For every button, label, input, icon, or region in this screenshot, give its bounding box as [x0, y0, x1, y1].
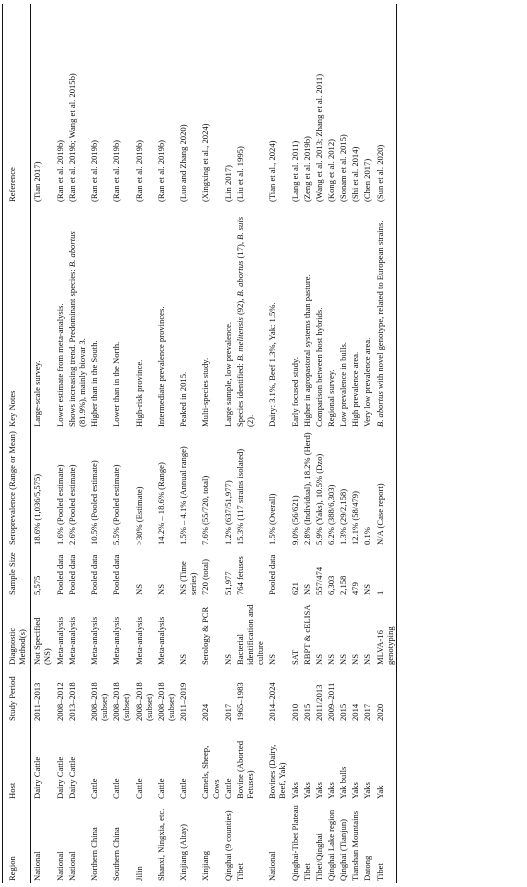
cell-seroprevalence: 2.6% (Pooled estimate) — [66, 464, 77, 545]
cell-host: Cattle — [155, 778, 166, 799]
table-row — [110, 4, 132, 883]
species-name: B. melitensis — [234, 317, 245, 362]
cell-sample-size: 557/474 — [313, 566, 324, 595]
cell-study-period: 2009–2011 — [325, 682, 336, 721]
cell-key-notes: Dairy: 3.1%, Beef 1.3%, Yak: 1.5%. — [267, 302, 278, 427]
cell-host: Yaks — [350, 782, 361, 799]
cell-seroprevalence: 5.5% (Pooled estimate) — [111, 464, 122, 545]
cell-host: Yak bulls — [338, 766, 349, 799]
header-diagnostic-method: Diagnostic Method(s) — [3, 597, 31, 667]
cell-host: Yaks — [362, 782, 373, 799]
cell-seroprevalence: 5.9% (Yaks), 10.5% (Dzo) — [313, 453, 324, 545]
cell-host: Bovines (Dairy, Beef, Yak) — [267, 744, 288, 799]
cell-host: Cattle — [88, 778, 99, 799]
species-name: B. suis — [234, 216, 245, 240]
cell-key-notes: High-risk province. — [133, 359, 144, 427]
cell-seroprevalence: 14.2% – 18.6% (Range) — [155, 462, 166, 545]
cell-study-period: 2008–2018 (subset) — [88, 682, 110, 721]
cell-key-notes: Peaked in 2015. — [178, 371, 189, 427]
cell-diagnostic-method: Meta-analysis — [155, 616, 166, 665]
cell-reference: (Shi et al. 2014) — [350, 146, 361, 202]
table-row — [325, 4, 337, 883]
cell-sample-size: Pooled data — [111, 554, 122, 595]
cell-seroprevalence: >30% (Estimate) — [133, 486, 144, 545]
table-row — [31, 4, 54, 883]
cell-region: Datong — [362, 855, 373, 881]
cell-study-period: 2024 — [200, 703, 211, 721]
header-seroprevalence: Seroprevalence (Range or Mean) — [3, 429, 31, 547]
cell-region: Tibet/Qinghai — [313, 833, 324, 881]
cell-host: Dairy Cattle — [32, 756, 43, 799]
cell-host: Yaks — [289, 782, 300, 799]
cell-diagnostic-method: Not Specified (NS) — [32, 617, 53, 665]
cell-region: Tibet — [301, 863, 312, 881]
cell-reference: (Sun et al. 2020) — [374, 4, 397, 204]
cell-region: Shanxi, Ningxia, etc. — [155, 808, 166, 881]
cell-diagnostic-method: MLVA-16 genotyping — [374, 597, 397, 667]
cell-host: Yak — [374, 723, 397, 801]
table-row — [54, 4, 66, 883]
cell-study-period: 2011/2013 — [313, 684, 324, 721]
cell-diagnostic-method: NS — [325, 654, 336, 665]
cell-study-period: 2013–2018 — [66, 682, 77, 721]
table-row — [349, 4, 361, 883]
cell-reference: (Chen 2017) — [362, 158, 373, 202]
cell-study-period: 2011–2019 — [178, 682, 189, 721]
cell-study-period: 2017 — [362, 703, 373, 721]
table-row — [266, 4, 288, 883]
cell-diagnostic-method: NS — [222, 654, 233, 665]
cell-reference: (Tian 2017) — [32, 161, 43, 202]
cell-region: National — [66, 851, 77, 881]
cell-study-period: 2014–2024 — [267, 682, 278, 721]
cell-region: Tianshan Mountains — [350, 810, 361, 881]
cell-seroprevalence: 1.5% (Overall) — [267, 493, 278, 545]
cell-sample-size: NS — [155, 584, 166, 595]
cell-region: Qinghai Lake region — [325, 809, 336, 881]
cell-host: Cattle — [133, 778, 144, 799]
cell-region: National — [32, 851, 43, 881]
cell-seroprevalence: N/A (Case report) — [374, 429, 397, 547]
cell-reference: (Ran et al. 2019b) — [54, 139, 65, 202]
cell-reference: (Wang et al. 2013; Zhang et al. 2011) — [313, 73, 324, 202]
cell-reference: (Ran et al. 2019b; Wang et al. 2015b) — [66, 73, 77, 202]
cell-key-notes: Multi-species study. — [200, 357, 211, 427]
cell-host: Yaks — [301, 782, 312, 799]
cell-region: Qinghai-Tibet Plateau — [289, 805, 300, 881]
cell-seroprevalence: 1.5% – 4.1% (Annual range) — [178, 446, 189, 545]
table-row — [374, 4, 397, 883]
header-region: Region — [3, 801, 31, 883]
cell-diagnostic-method: NS — [313, 654, 324, 665]
cell-sample-size: 621 — [289, 582, 300, 595]
cell-key-notes: Early focused study. — [289, 357, 300, 427]
cell-seroprevalence: 1.2% (637/51,977) — [222, 480, 233, 545]
cell-reference: (Lang et al. 2011) — [289, 140, 300, 202]
cell-study-period: 2020 — [374, 667, 397, 723]
table-row — [155, 4, 177, 883]
cell-region: Northern China — [88, 827, 99, 881]
cell-seroprevalence: 6.2% (388/6,303) — [325, 484, 336, 545]
cell-study-period: 2008–2018 (subset) — [155, 682, 176, 721]
cell-seroprevalence: 7.6% (55/720, total) — [200, 475, 211, 545]
cell-diagnostic-method: Meta-analysis — [133, 616, 144, 665]
cell-diagnostic-method: NS — [338, 654, 349, 665]
cell-reference: (Luo and Zhang 2020) — [178, 124, 189, 202]
cell-key-notes: Low prevalence in bulls. — [338, 342, 349, 427]
cell-key-notes: High prevalence area. — [350, 351, 361, 427]
cell-seroprevalence: 9.0% (56/621) — [289, 495, 300, 545]
cell-diagnostic-method: Serology & PCR — [200, 606, 211, 665]
cell-study-period: 2017 — [222, 703, 233, 721]
cell-sample-size: 6,303 — [325, 575, 336, 595]
cell-host: Cattle — [178, 778, 189, 799]
cell-region: Qinghai (Tianjun) — [338, 819, 349, 881]
cell-diagnostic-method: Meta-analysis — [54, 616, 65, 665]
cell-seroprevalence: 1.3% (29/2,158) — [338, 488, 349, 545]
cell-region: Xinjiang (Altay) — [178, 823, 189, 881]
cell-reference: (Zeng et al. 2019b) — [301, 136, 312, 202]
cell-seroprevalence: 2.8% (Individual), 18.2% (Herd) — [301, 432, 312, 545]
cell-reference: (Tian et al., 2024) — [267, 140, 278, 202]
cell-study-period: 2015 — [338, 703, 349, 721]
cell-sample-size: 2,158 — [338, 575, 349, 595]
cell-region: Xinjiang — [200, 850, 211, 881]
cell-seroprevalence: 15.3% (117 strains isolated) — [234, 448, 245, 545]
cell-region: Qinghai (9 counties) — [222, 810, 233, 881]
cell-host: Yaks — [313, 782, 324, 799]
table-row — [289, 4, 301, 883]
cell-reference: (Sonam et al. 2015) — [338, 134, 349, 202]
cell-reference: (Ran et al. 2019b) — [133, 139, 144, 202]
cell-study-period: 2011–2013 — [32, 682, 43, 721]
table-row — [133, 4, 155, 883]
cell-seroprevalence: 12.1% (58/479) — [350, 491, 361, 545]
cell-study-period: 2015 — [301, 703, 312, 721]
cell-diagnostic-method: NS — [350, 654, 361, 665]
table-header-row — [3, 4, 31, 883]
cell-region: Tibet — [234, 863, 245, 881]
cell-reference: (Lin 2017) — [222, 165, 233, 202]
cell-diagnostic-method: SAT — [289, 649, 300, 665]
header-study-period: Study Period — [3, 667, 31, 723]
cell-study-period: 1965–1983 — [234, 682, 245, 721]
table-row — [177, 4, 199, 883]
cell-diagnostic-method: RBPT & cELISA — [301, 604, 312, 665]
cell-reference: (Liu et al. 1995) — [234, 146, 245, 202]
cell-region: Tibet — [374, 801, 397, 883]
cell-region: Southern China — [111, 827, 122, 881]
cell-sample-size: 51,977 — [222, 571, 233, 595]
table-row — [234, 4, 266, 883]
table-row — [337, 4, 349, 883]
cell-sample-size: NS — [133, 584, 144, 595]
cell-key-notes: Higher in agropastoral systems than pasture. — [301, 274, 312, 427]
header-reference: Reference — [3, 4, 31, 204]
cell-seroprevalence: 1.6% (Pooled estimate) — [54, 464, 65, 545]
table-row — [301, 4, 313, 883]
cell-seroprevalence: 0.1% — [362, 527, 373, 545]
header-sample-size: Sample Size — [3, 547, 31, 597]
table-row — [313, 4, 325, 883]
cell-study-period: 2008–2012 — [54, 682, 65, 721]
cell-study-period: 2010 — [289, 703, 300, 721]
cell-diagnostic-method: NS — [362, 654, 373, 665]
cell-reference: (Ran et al. 2019b) — [155, 139, 166, 202]
table-row — [88, 4, 110, 883]
table-row — [66, 4, 88, 883]
cell-reference: (Xingxing et al., 2024) — [200, 123, 211, 202]
cell-key-notes: Large-scale survey. — [32, 360, 43, 427]
species-name: B. abortus — [374, 391, 385, 427]
header-host: Host — [3, 723, 31, 801]
cell-diagnostic-method: Meta-analysis — [66, 616, 77, 665]
cell-host: Dairy Cattle — [54, 756, 65, 799]
cell-study-period: 2008–2018 (subset) — [133, 682, 154, 721]
cell-host: Bovine (Aborted Fetuses) — [234, 741, 255, 799]
cell-sample-size: Pooled data — [267, 554, 278, 595]
cell-region: National — [54, 851, 65, 881]
table-row — [222, 4, 234, 883]
cell-study-period: 2014 — [350, 703, 361, 721]
cell-sample-size: NS (Time series) — [178, 561, 199, 595]
cell-sample-size: Pooled data — [88, 554, 99, 595]
cell-reference: (Ran et al. 2019b) — [111, 139, 122, 202]
cell-sample-size: 479 — [350, 582, 361, 595]
cell-key-notes: Large sample, low prevalence. — [222, 321, 233, 427]
cell-key-notes: Comparison between host hybrids. — [313, 307, 324, 427]
cell-host: Cattle — [111, 778, 122, 799]
cell-sample-size: Pooled data — [66, 554, 77, 595]
cell-seroprevalence: 18.6% (1,036/5,575) — [32, 473, 43, 545]
cell-sample-size: Pooled data — [54, 554, 65, 595]
cell-diagnostic-method: Bacterial identification and culture — [234, 604, 266, 665]
cell-key-notes: Regional survey. — [325, 369, 336, 427]
header-key-notes: Key Notes — [3, 204, 31, 429]
cell-key-notes: Shows increasing trend. Predominant species: B. abortus (81.9%), mainly biovar 3. — [66, 231, 87, 427]
cell-region: National — [267, 851, 278, 881]
table-body — [31, 4, 397, 883]
cell-reference: (Ran et al. 2019b) — [88, 139, 99, 202]
cell-key-notes: Intermediate prevalence provinces. — [155, 306, 166, 427]
table-row — [361, 4, 373, 883]
cell-sample-size: 5,575 — [32, 575, 43, 595]
cell-key-notes: Very low prevalence area. — [362, 337, 373, 427]
cell-host: Cattle — [222, 778, 233, 799]
table-row — [199, 4, 221, 883]
cell-diagnostic-method: Meta-analysis — [88, 616, 99, 665]
prevalence-table — [2, 4, 397, 883]
cell-sample-size: 764 fetuses — [234, 556, 245, 595]
cell-key-notes: B. abortus with novel genotype, related to European strains. — [374, 204, 397, 429]
cell-diagnostic-method: NS — [267, 654, 278, 665]
cell-region: Jilin — [133, 866, 144, 881]
cell-key-notes: Lower than in the North. — [111, 341, 122, 427]
cell-key-notes: Lower estimate from meta-analysis. — [54, 303, 65, 427]
cell-sample-size: NS — [301, 584, 312, 595]
species-name: B. abortus — [66, 231, 77, 268]
cell-key-notes: Higher than in the South. — [88, 340, 99, 427]
cell-key-notes: Species identified: B. melitensis (92), B. abortus (17), B. suis (2). — [234, 216, 255, 427]
cell-study-period: 2008–2018 (subset) — [111, 682, 132, 721]
cell-host: Yaks — [325, 782, 336, 799]
cell-sample-size: 1 — [374, 547, 397, 597]
cell-sample-size: NS — [362, 584, 373, 595]
cell-sample-size: 720 (total) — [200, 558, 211, 595]
cell-diagnostic-method: Meta-analysis — [111, 616, 122, 665]
species-name: B. abortus — [234, 260, 245, 297]
cell-host: Dairy Cattle — [66, 756, 77, 799]
cell-seroprevalence: 10.5% (Pooled estimate) — [88, 460, 99, 545]
cell-host: Camels, Sheep, Cows — [200, 745, 221, 799]
cell-reference: (Kong et al. 2012) — [325, 138, 336, 202]
cell-diagnostic-method: NS — [178, 654, 189, 665]
